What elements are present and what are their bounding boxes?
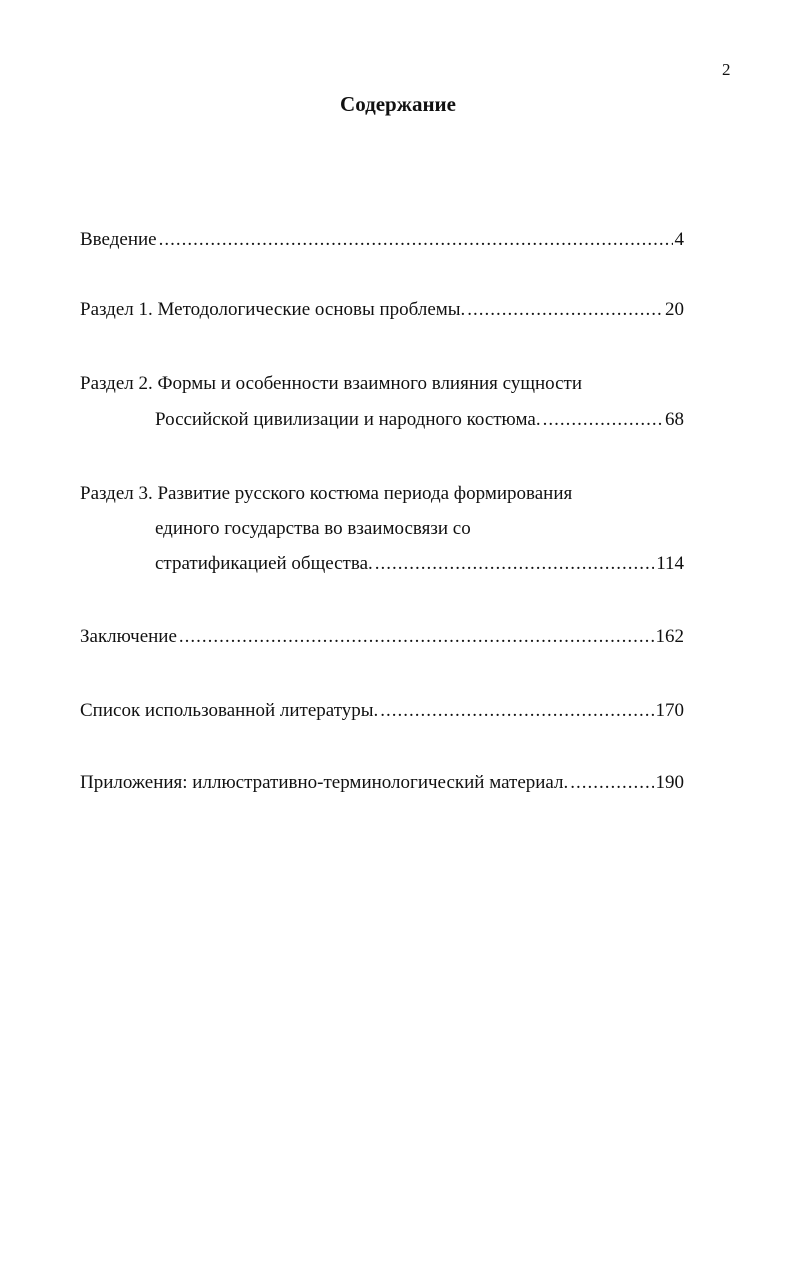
toc-entry-label: Список использованной литературы. [80,700,379,721]
toc-entry-label: Заключение [80,626,177,647]
toc-entry-page: 4 [674,229,684,250]
toc-entry-section-2-line-1[interactable] [80,372,684,396]
toc-entry-page: 190 [655,772,684,793]
toc-entry-appendix[interactable] [80,771,684,795]
toc-leader-dots [375,552,654,576]
toc-entry-label: Российской цивилизации и народного костюма. [155,409,541,430]
toc-entry-label: Введение [80,229,157,250]
toc-leader-dots [570,771,653,795]
toc-entry-page: 68 [665,409,684,430]
toc-entry-page: 170 [655,700,684,721]
toc-entry-page: 162 [655,626,684,647]
toc-entry-section-1[interactable] [80,298,684,322]
toc-entry-label: стратификацией общества. [155,553,373,574]
toc-leader-dots [543,408,663,432]
toc-entry-label: Раздел 1. Методологические основы проблемы. [80,299,466,320]
page-title: Содержание [340,92,456,116]
toc-entry-section-3-line-3[interactable] [155,552,684,576]
toc-leader-dots [380,699,653,723]
toc-entry-introduction[interactable] [80,228,684,252]
toc-entry-references[interactable] [80,699,684,723]
toc-entry-conclusion[interactable] [80,625,684,649]
toc-leader-dots [159,228,673,252]
toc-entry-page: 20 [665,299,684,320]
toc-entry-label: единого государства во взаимосвязи со [155,518,471,539]
toc-entry-label: Раздел 2. Формы и особенности взаимного влияния сущности [80,373,583,394]
toc-entry-label: Раздел 3. Развитие русского костюма периода формирования [80,483,573,504]
toc-entry-section-3-line-1[interactable] [80,482,684,506]
toc-leader-dots [179,625,654,649]
toc-entry-label: Приложения: иллюстративно-терминологический материал. [80,772,569,793]
toc-leader-dots [467,298,663,322]
toc-entry-section-3-line-2[interactable] [155,517,684,541]
page-number: 2 [722,60,731,79]
toc-entry-page: 114 [656,553,684,574]
toc-entry-section-2-line-2[interactable] [155,408,684,432]
